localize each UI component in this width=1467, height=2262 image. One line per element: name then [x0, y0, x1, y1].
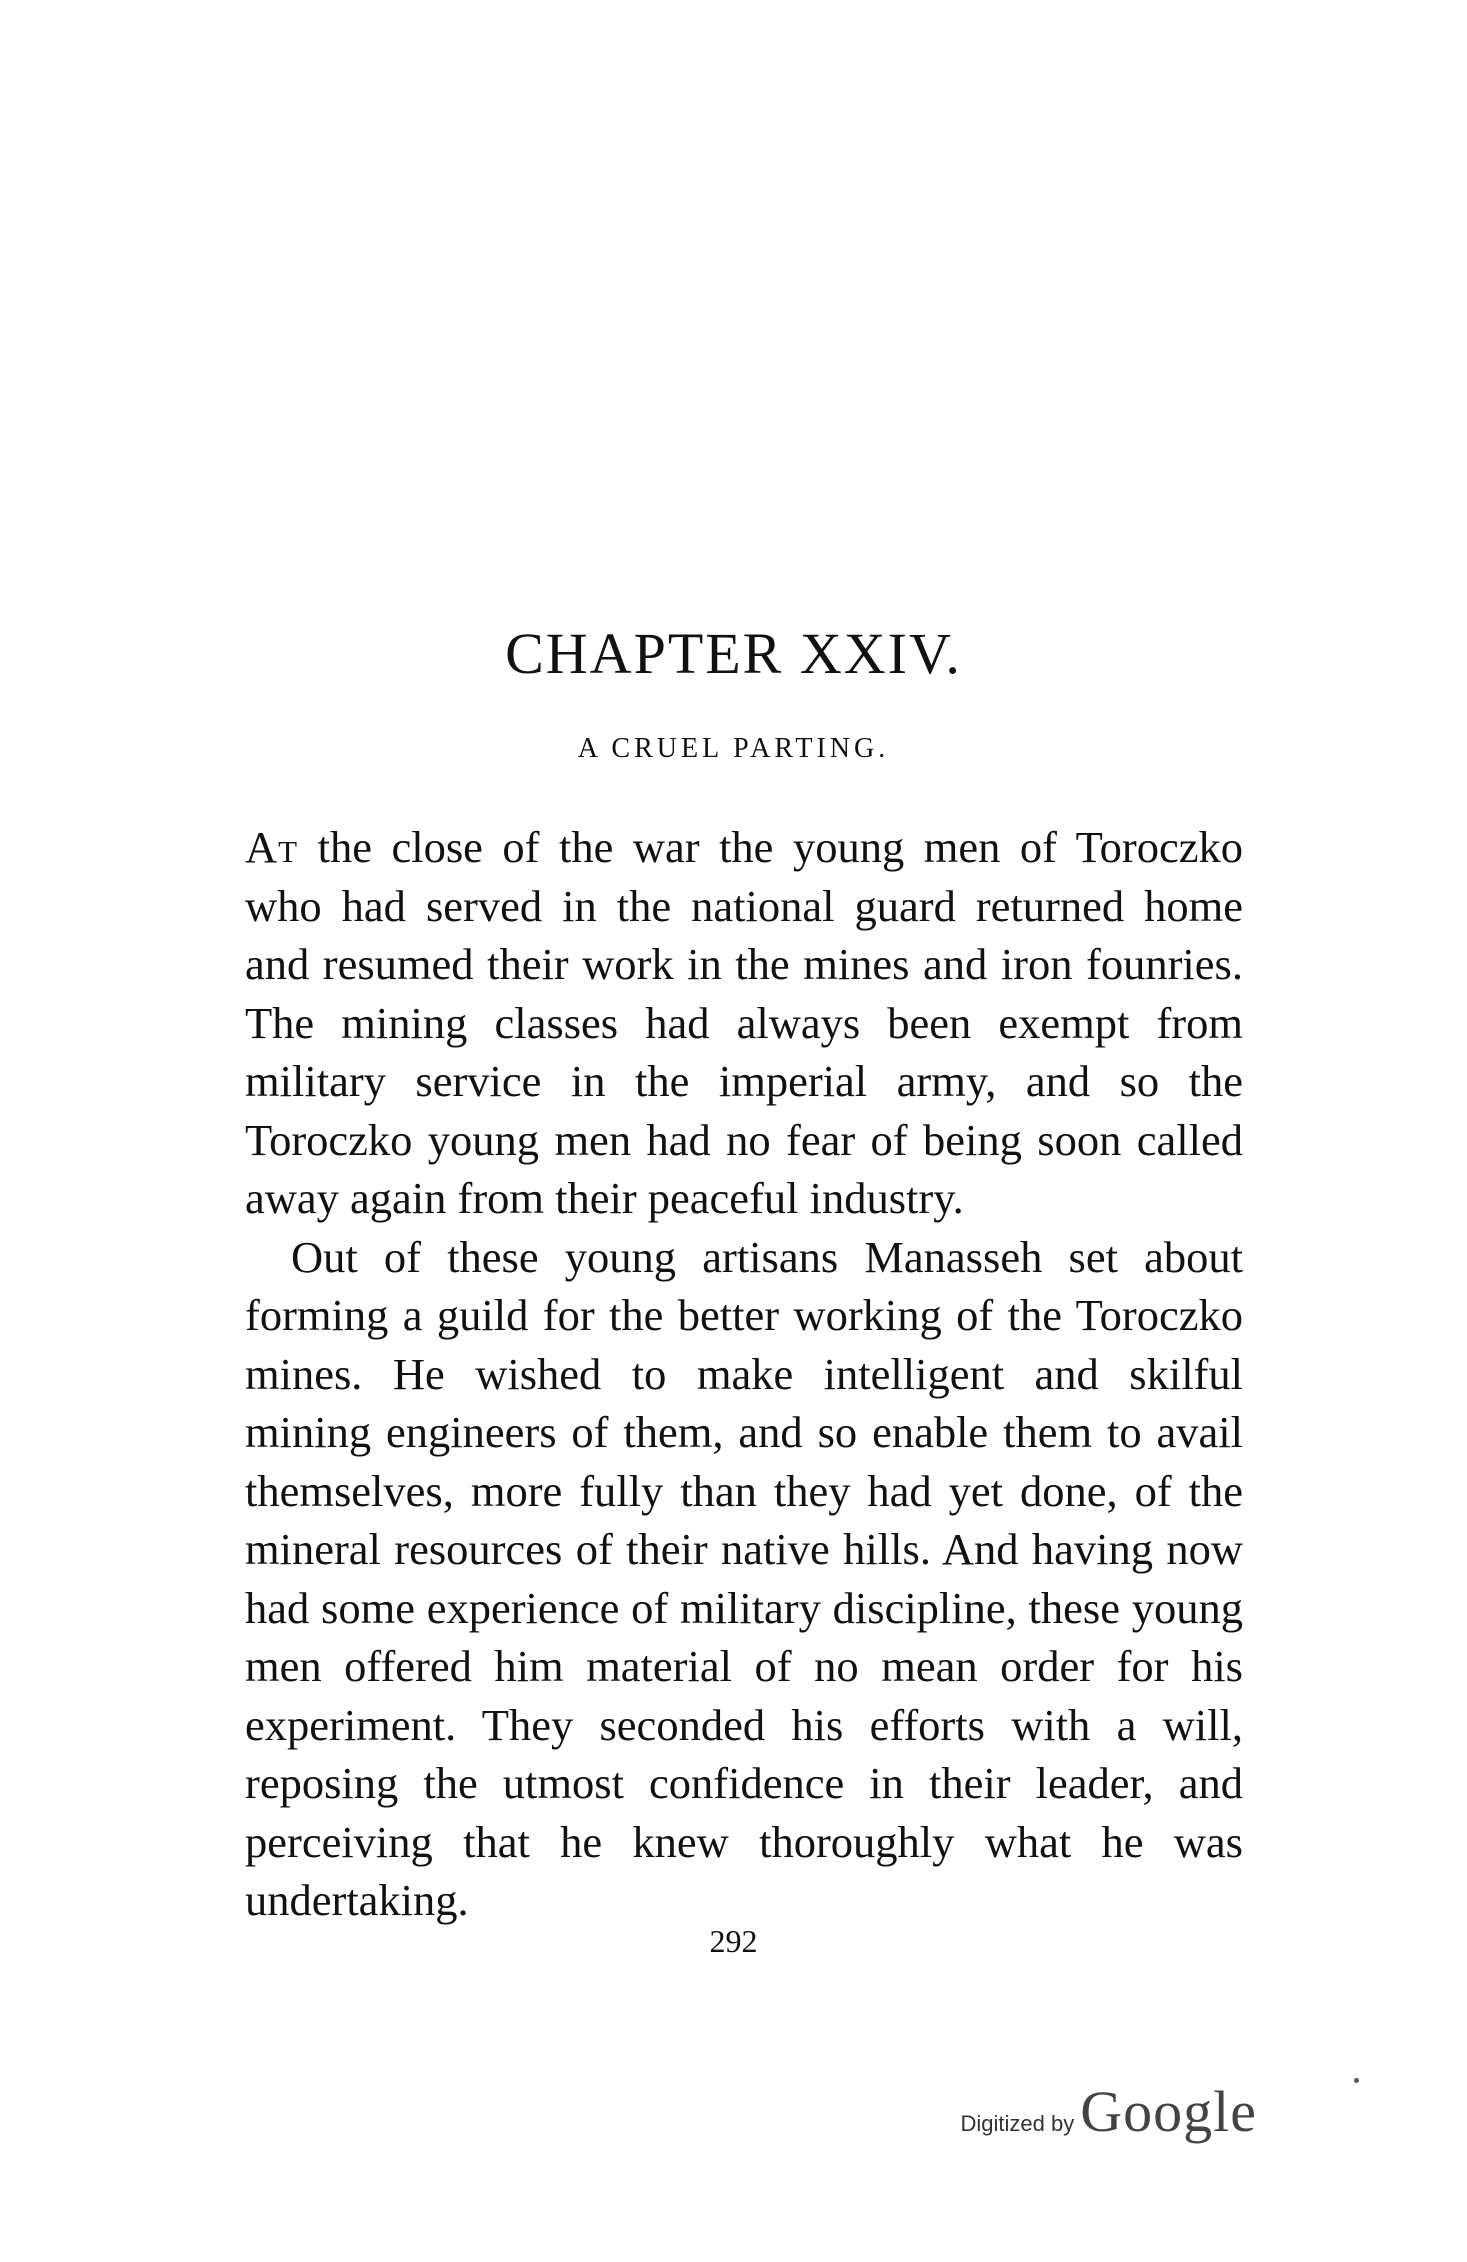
opening-word: At	[245, 822, 299, 872]
paragraph	[245, 818, 1243, 1228]
page-number: 292	[709, 1923, 758, 1959]
body-text	[245, 818, 1243, 1930]
digitized-watermark	[961, 2078, 1257, 2145]
paragraph: Out of these young artisans Manasseh set about forming a guild for the better working of the Toroczko mines. He wished to make intelligent and skilful mining engineers of them, and so enable them to avail themselves, more fully than they had yet done, of the mineral resources of their native hills. And having now had some experience of military discipline, these young men offered him material of no mean order for his experiment. They seconded his efforts with a will, reposing the utmost confidence in their leader, and perceiving that he knew thoroughly what he was undertaking.	[245, 1231, 1243, 1925]
watermark-prefix: Digitized by	[960, 2111, 1075, 2136]
paragraph-1-text: the close of the war the young men of Toroczko who had served in the national guard returned home and resumed their work in the mines and iron founries. The mining classes had always been exempt from military service in the imperial army, and so the Toroczko young men had no fear of being soon called away again from their peaceful industry.	[245, 822, 1243, 1223]
watermark-brand-logo: Google	[1080, 2079, 1257, 2144]
chapter-title: CHAPTER XXIV.	[505, 621, 962, 686]
scan-speck	[1354, 2078, 1359, 2083]
chapter-subtitle: A CRUEL PARTING.	[577, 733, 890, 764]
